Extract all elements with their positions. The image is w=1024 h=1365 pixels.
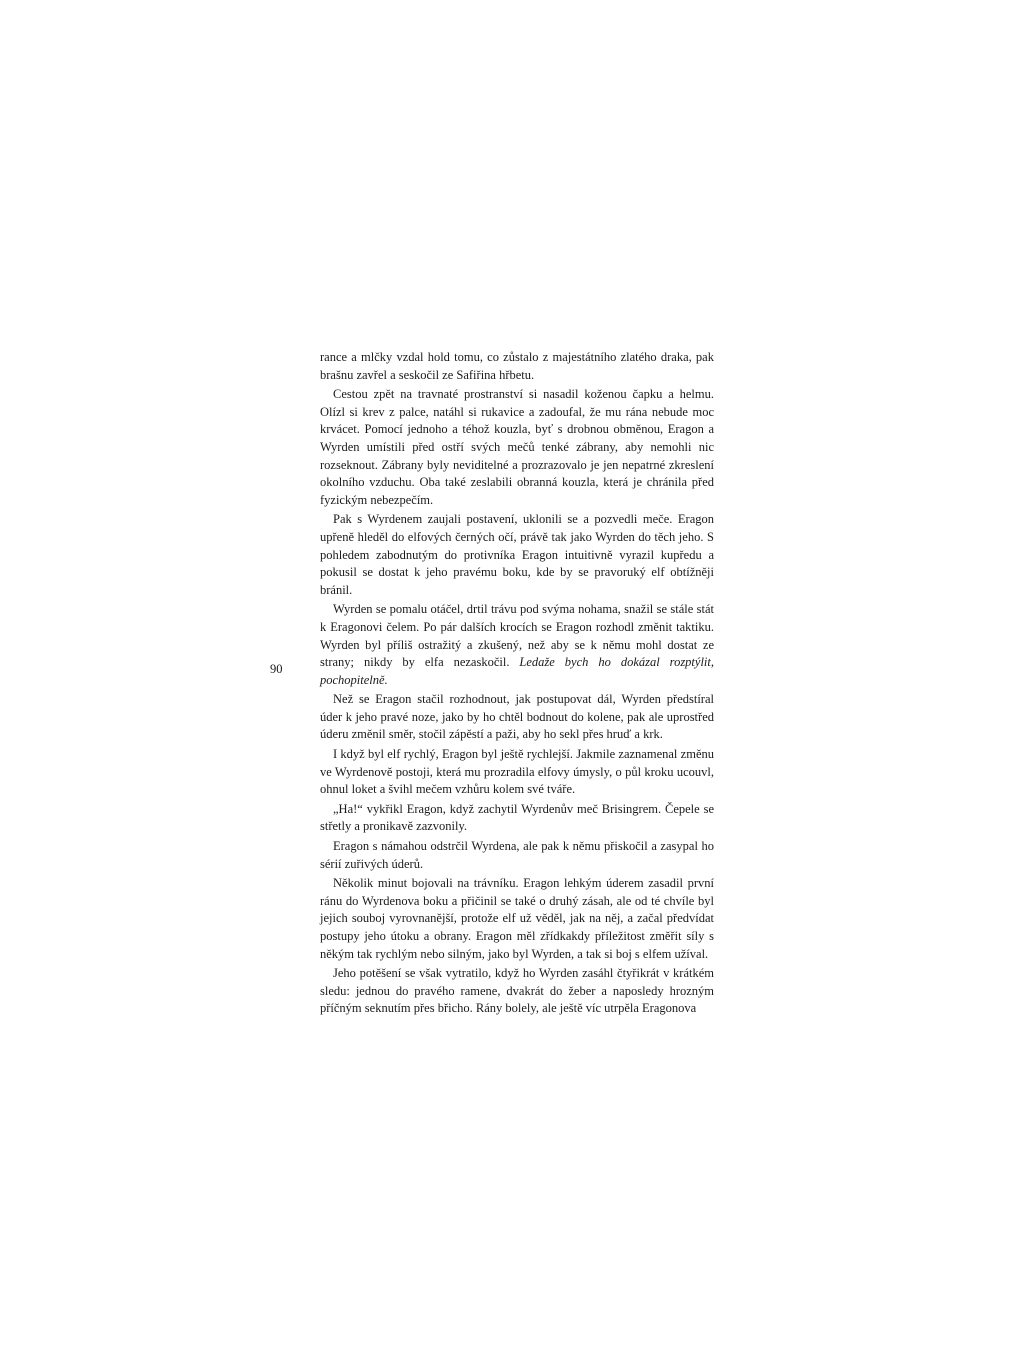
paragraph: Pak s Wyrdenem zaujali postavení, uklonili se a pozvedli meče. Eragon upřeně hleděl do elfových černých očí, právě tak jako Wyrden do těch jeho. S pohledem zabodnutým do protivníka Eragon intuitivně vyrazil kupředu a pokusil se dostat k jeho pravému boku, kde by se pravoruký elf obtížněji bránil.: [320, 512, 714, 597]
paragraph: „Ha!“ vykřikl Eragon, když zachytil Wyrdenův meč Brisingrem. Čepele se střetly a pronikavě zazvonily.: [320, 801, 714, 834]
page-number: 90: [270, 662, 283, 676]
paragraph-text: Wyrden se pomalu otáčel, drtil trávu pod svýma nohama, snažil se stále stát k Eragonovi čelem. Po pár dalších krocích se Eragon rozhodl změnit taktiku. Wyrden byl příliš ostražitý a zkušený, než aby se k němu mohl dostat ze strany; nikdy by elfa nezaskočil.: [320, 602, 714, 670]
paragraph: I když byl elf rychlý, Eragon byl ještě rychlejší. Jakmile zaznamenal změnu ve Wyrdenově postoji, která mu prozradila elfovy úmysly, o půl kroku ucouvl, ohnul loket a švihl mečem vzhůru kolem své tváře.: [320, 747, 714, 797]
paragraph: rance a mlčky vzdal hold tomu, co zůstalo z majestátního zlatého draka, pak brašnu zavřel a seskočil ze Safiřina hřbetu.: [320, 350, 714, 382]
body-text: [320, 349, 714, 1018]
paragraph: [320, 601, 714, 689]
paragraph: Než se Eragon stačil rozhodnout, jak postupovat dál, Wyrden předstíral úder k jeho pravé noze, jako by ho chtěl bodnout do kolene, pak ale uprostřed úderu změnil směr, stočil zápěstí a paži, aby ho sekl přes hruď a krk.: [320, 692, 714, 742]
paragraph: Eragon s námahou odstrčil Wyrdena, ale pak k němu přiskočil a zasypal ho sérií zuřivých úderů.: [320, 839, 714, 871]
paragraph: Cestou zpět na travnaté prostranství si nasadil koženou čapku a helmu. Olízl si krev z palce, natáhl si rukavice a zadoufal, že mu rána nebude moc krvácet. Pomocí jednoho a téhož kouzla, byť s drobnou obměnou, Eragon a Wyrden umístili před ostří svých mečů tenké zábrany, aby nemohli nic rozseknout. Zábrany byly neviditelné a prozrazovalo je jen nepatrné zkreslení okolního vzduchu. Oba také zeslabili obranná kouzla, která je chránila před fyzickým nebezpečím.: [320, 387, 714, 507]
paragraph: Jeho potěšení se však vytratilo, když ho Wyrden zasáhl čtyřikrát v krátkém sledu: jednou do pravého ramene, dvakrát do žeber a naposledy hrozným příčným seknutím přes břicho. Rány bolely, ale ještě víc utrpěla Eragonova: [320, 966, 714, 1016]
paragraph: Několik minut bojovali na trávníku. Eragon lehkým úderem zasadil první ránu do Wyrdenova boku a přičinil se také o druhý zásah, ale od té chvíle byl jejich souboj vyrovnanější, protože elf už věděl, jak na něj, a začal předvídat postupy jeho útoku a obrany. Eragon měl zřídkakdy příležitost změřit síly s někým tak rychlým nebo silným, jako byl Wyrden, a tak si boj s elfem užíval.: [320, 876, 714, 961]
italic-thought: Ledaže bych ho dokázal rozptýlit, pochopitelně.: [320, 655, 714, 687]
